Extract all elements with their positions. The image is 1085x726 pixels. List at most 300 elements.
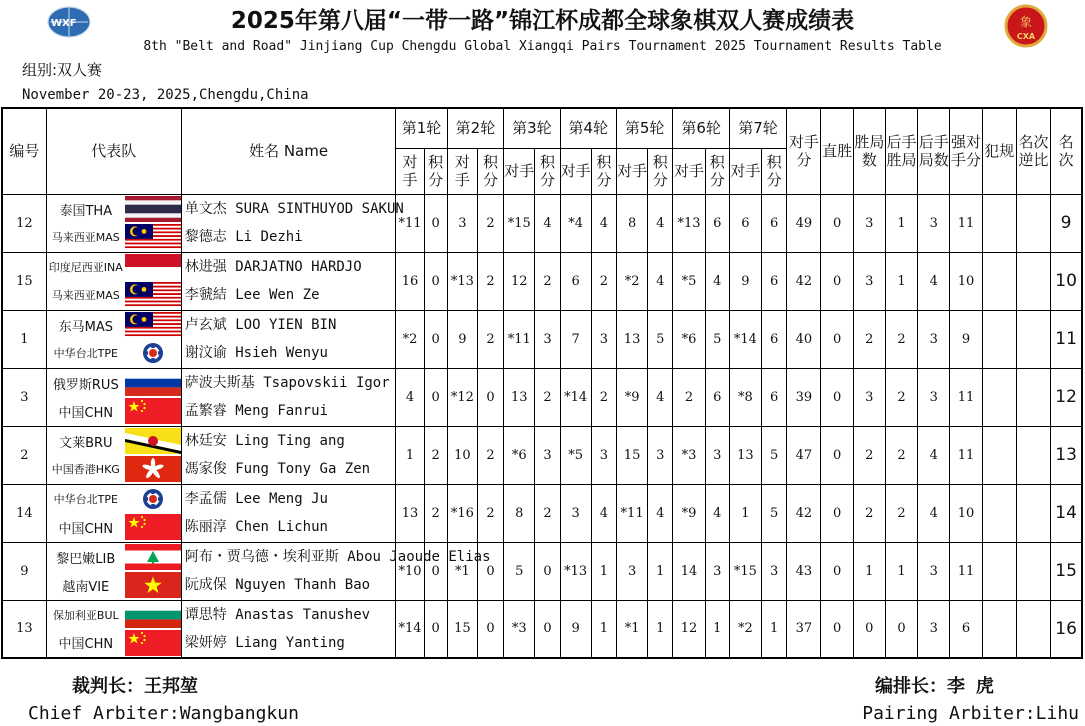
- row-id: 1: [2, 310, 46, 368]
- pairing-arbiter-cn: 编排长：李 虎: [875, 676, 994, 697]
- round-points: 2: [591, 368, 616, 426]
- round-points: 3: [591, 310, 616, 368]
- col-black-wins: 后手胜局: [885, 108, 917, 194]
- round-points: 2: [535, 252, 560, 310]
- round-opponent: *12: [447, 368, 477, 426]
- group-label: 组别:双人赛: [22, 61, 103, 79]
- black-games-value: 3: [918, 310, 950, 368]
- col-round-1-pts: 积分: [424, 148, 447, 194]
- col-round-3-pts: 积分: [535, 148, 560, 194]
- round-opponent: *2: [729, 600, 761, 658]
- direct-value: 0: [821, 368, 853, 426]
- round-opponent: *6: [673, 310, 705, 368]
- fouls-value: [982, 310, 1016, 368]
- round-opponent: *13: [447, 252, 477, 310]
- round-points: 4: [648, 368, 673, 426]
- table-row: [2, 484, 1082, 542]
- team-name: 保加利亚BUL: [52, 608, 119, 622]
- reverse-value: [1016, 194, 1050, 252]
- results-table: [1, 107, 1083, 659]
- flag-chn-icon: [125, 630, 181, 656]
- opp-score-value: 39: [787, 368, 821, 426]
- round-points: 3: [535, 310, 560, 368]
- round-opponent: 8: [616, 194, 647, 252]
- round-opponent: 13: [616, 310, 647, 368]
- round-points: 1: [591, 600, 616, 658]
- wins-value: 3: [853, 194, 885, 252]
- player-name: 萨波夫斯基 Tsapovskii Igor: [184, 375, 390, 391]
- round-points: 0: [477, 368, 503, 426]
- team-cell: [46, 368, 181, 426]
- table-row: [2, 600, 1082, 658]
- black-wins-value: 2: [885, 484, 917, 542]
- opp-score-value: 37: [787, 600, 821, 658]
- round-points: 6: [705, 194, 729, 252]
- player-cell: [181, 600, 396, 658]
- team-name: 俄罗斯RUS: [52, 377, 119, 393]
- round-points: 2: [477, 194, 503, 252]
- round-points: 3: [762, 542, 787, 600]
- team-name: 东马MAS: [58, 319, 113, 335]
- direct-value: 0: [821, 484, 853, 542]
- wins-value: 2: [853, 310, 885, 368]
- round-opponent: 3: [447, 194, 477, 252]
- round-opponent: *11: [616, 484, 647, 542]
- flag-mas-icon: [125, 312, 181, 338]
- round-opponent: *14: [560, 368, 591, 426]
- round-points: 2: [591, 252, 616, 310]
- direct-value: 0: [821, 542, 853, 600]
- round-points: 2: [424, 426, 447, 484]
- round-points: 3: [591, 426, 616, 484]
- black-games-value: 3: [918, 368, 950, 426]
- team-cell: [46, 542, 181, 600]
- col-round-2: 第2轮: [447, 108, 503, 148]
- col-rank: 名次: [1051, 108, 1082, 194]
- black-wins-value: 2: [885, 426, 917, 484]
- row-id: 12: [2, 194, 46, 252]
- col-round-6: 第6轮: [673, 108, 729, 148]
- round-points: 3: [535, 426, 560, 484]
- strong-opp-value: 10: [950, 484, 982, 542]
- team-name: 中国CHN: [58, 637, 114, 653]
- flag-tpe-icon: [125, 486, 181, 512]
- round-points: 0: [424, 600, 447, 658]
- round-points: 3: [705, 426, 729, 484]
- wins-value: 3: [853, 368, 885, 426]
- team-name: 文莱BRU: [59, 435, 113, 451]
- team-name: 中华台北TPE: [53, 493, 118, 506]
- round-opponent: *3: [504, 600, 535, 658]
- round-opponent: 9: [447, 310, 477, 368]
- round-opponent: *1: [447, 542, 477, 600]
- flag-mas-icon: [125, 282, 181, 308]
- strong-opp-value: 10: [950, 252, 982, 310]
- round-opponent: 3: [560, 484, 591, 542]
- strong-opp-value: 11: [950, 368, 982, 426]
- round-points: 5: [648, 310, 673, 368]
- round-opponent: 13: [729, 426, 761, 484]
- player-cell: [181, 310, 396, 368]
- round-points: 6: [762, 252, 787, 310]
- team-cell: [46, 600, 181, 658]
- round-opponent: 5: [504, 542, 535, 600]
- col-direct: 直胜: [821, 108, 853, 194]
- round-opponent: 14: [673, 542, 705, 600]
- round-points: 6: [762, 310, 787, 368]
- direct-value: 0: [821, 600, 853, 658]
- flag-lib-icon: [125, 544, 181, 570]
- col-round-2-opp: 对手: [447, 148, 477, 194]
- flag-tpe-icon: [125, 340, 181, 366]
- row-id: 15: [2, 252, 46, 310]
- round-opponent: *2: [616, 252, 647, 310]
- round-points: 4: [591, 484, 616, 542]
- team-name: 马来西亚MAS: [51, 231, 120, 244]
- player-name: 谢汶谕 Hsieh Wenyu: [184, 345, 328, 361]
- round-opponent: *2: [396, 310, 424, 368]
- player-name: 梁妍婷 Liang Yanting: [184, 634, 345, 651]
- table-row: [2, 426, 1082, 484]
- direct-value: 0: [821, 194, 853, 252]
- round-points: 6: [762, 194, 787, 252]
- col-round-4: 第4轮: [560, 108, 616, 148]
- round-opponent: 4: [396, 368, 424, 426]
- col-fouls: 犯规: [982, 108, 1016, 194]
- team-cell: [46, 252, 181, 310]
- col-round-2-pts: 积分: [477, 148, 503, 194]
- player-cell: [181, 368, 396, 426]
- team-name: 黎巴嫩LIB: [56, 551, 116, 567]
- cxa-logo-icon: [1002, 4, 1050, 48]
- round-opponent: *4: [560, 194, 591, 252]
- player-name: 阮成保 Nguyen Thanh Bao: [184, 577, 371, 593]
- rank-value: 10: [1051, 252, 1082, 310]
- col-round-3: 第3轮: [504, 108, 560, 148]
- wins-value: 2: [853, 426, 885, 484]
- round-opponent: *14: [729, 310, 761, 368]
- player-cell: [181, 484, 396, 542]
- round-points: 0: [424, 542, 447, 600]
- player-name: 李虢結 Lee Wen Ze: [184, 287, 320, 303]
- direct-value: 0: [821, 252, 853, 310]
- round-points: 4: [648, 194, 673, 252]
- reverse-value: [1016, 310, 1050, 368]
- round-points: 0: [424, 252, 447, 310]
- col-team: 代表队: [46, 108, 181, 194]
- round-opponent: 12: [504, 252, 535, 310]
- col-round-5-opp: 对手: [616, 148, 647, 194]
- black-games-value: 3: [918, 600, 950, 658]
- opp-score-value: 42: [787, 252, 821, 310]
- round-points: 2: [477, 426, 503, 484]
- round-points: 0: [477, 542, 503, 600]
- round-opponent: 15: [616, 426, 647, 484]
- round-points: 4: [535, 194, 560, 252]
- black-wins-value: 0: [885, 600, 917, 658]
- round-opponent: *16: [447, 484, 477, 542]
- round-points: 0: [535, 542, 560, 600]
- round-opponent: *5: [560, 426, 591, 484]
- row-id: 9: [2, 542, 46, 600]
- black-games-value: 4: [918, 426, 950, 484]
- reverse-value: [1016, 542, 1050, 600]
- direct-value: 0: [821, 426, 853, 484]
- round-points: 0: [535, 600, 560, 658]
- wxf-logo-icon: [46, 6, 92, 38]
- black-wins-value: 2: [885, 368, 917, 426]
- round-opponent: *15: [729, 542, 761, 600]
- reverse-value: [1016, 484, 1050, 542]
- player-name: 馮家俊 Fung Tony Ga Zen: [184, 461, 371, 477]
- round-points: 5: [705, 310, 729, 368]
- wins-value: 2: [853, 484, 885, 542]
- col-id: 编号: [2, 108, 46, 194]
- black-wins-value: 1: [885, 194, 917, 252]
- round-opponent: 9: [560, 600, 591, 658]
- col-round-4-pts: 积分: [591, 148, 616, 194]
- page-title: 2025年第八届“一带一路”锦江杯成都全球象棋双人赛成绩表: [230, 8, 855, 34]
- round-points: 0: [477, 600, 503, 658]
- round-points: 1: [705, 600, 729, 658]
- strong-opp-value: 6: [950, 600, 982, 658]
- flag-chn-icon: [125, 514, 181, 540]
- round-opponent: *13: [560, 542, 591, 600]
- player-name: 单文杰 SURA SINTHUYOD SAKUN: [184, 201, 404, 217]
- team-cell: [46, 426, 181, 484]
- round-opponent: 13: [504, 368, 535, 426]
- rank-value: 12: [1051, 368, 1082, 426]
- row-id: 14: [2, 484, 46, 542]
- fouls-value: [982, 252, 1016, 310]
- round-opponent: *13: [673, 194, 705, 252]
- player-name: 林进强 DARJATNO HARDJO: [184, 259, 362, 275]
- flag-bul-icon: [125, 602, 181, 628]
- col-round-7-pts: 积分: [762, 148, 787, 194]
- black-wins-value: 2: [885, 310, 917, 368]
- round-opponent: *14: [396, 600, 424, 658]
- table-row: [2, 542, 1082, 600]
- col-name: 姓名 Name: [181, 108, 396, 194]
- player-cell: [181, 426, 396, 484]
- flag-chn-icon: [125, 398, 181, 424]
- table-row: [2, 252, 1082, 310]
- round-points: 0: [424, 310, 447, 368]
- round-points: 1: [648, 600, 673, 658]
- strong-opp-value: 11: [950, 542, 982, 600]
- col-round-5-pts: 积分: [648, 148, 673, 194]
- round-points: 2: [477, 252, 503, 310]
- page-subtitle: 8th "Belt and Road" Jinjiang Cup Chengdu Global Xiangqi Pairs Tournament 2025 Tournament Results Table: [143, 39, 942, 54]
- col-wins: 胜局数: [853, 108, 885, 194]
- round-points: 6: [705, 368, 729, 426]
- wins-value: 1: [853, 542, 885, 600]
- round-points: 1: [591, 542, 616, 600]
- player-name: 谭思特 Anastas Tanushev: [184, 606, 371, 623]
- round-opponent: 7: [560, 310, 591, 368]
- round-opponent: *3: [673, 426, 705, 484]
- table-row: [2, 368, 1082, 426]
- round-points: 4: [591, 194, 616, 252]
- svg-text:CXA: CXA: [1016, 32, 1036, 41]
- col-round-6-opp: 对手: [673, 148, 705, 194]
- player-name: 黎德志 Li Dezhi: [184, 229, 303, 245]
- opp-score-value: 49: [787, 194, 821, 252]
- rank-value: 14: [1051, 484, 1082, 542]
- direct-value: 0: [821, 310, 853, 368]
- col-round-6-pts: 积分: [705, 148, 729, 194]
- reverse-value: [1016, 426, 1050, 484]
- player-name: 孟繁睿 Meng Fanrui: [184, 403, 328, 419]
- flag-rus-icon: [125, 370, 181, 396]
- flag-hkg-icon: [125, 456, 181, 482]
- flag-mas-icon: [125, 224, 181, 250]
- col-opp-score: 对手分: [787, 108, 821, 194]
- round-points: 5: [762, 426, 787, 484]
- player-name: 李孟儒 Lee Meng Ju: [184, 491, 328, 507]
- round-opponent: *10: [396, 542, 424, 600]
- strong-opp-value: 11: [950, 426, 982, 484]
- round-opponent: 12: [673, 600, 705, 658]
- black-wins-value: 1: [885, 542, 917, 600]
- round-opponent: *9: [616, 368, 647, 426]
- fouls-value: [982, 600, 1016, 658]
- fouls-value: [982, 426, 1016, 484]
- round-opponent: 10: [447, 426, 477, 484]
- black-games-value: 3: [918, 542, 950, 600]
- player-name: 阿布・贾乌德・埃利亚斯 Abou Jaoude Elias: [184, 549, 491, 565]
- round-opponent: *9: [673, 484, 705, 542]
- round-points: 6: [762, 368, 787, 426]
- round-opponent: 6: [560, 252, 591, 310]
- rank-value: 13: [1051, 426, 1082, 484]
- col-round-1-opp: 对手: [396, 148, 424, 194]
- team-name: 中华台北TPE: [53, 347, 118, 360]
- col-round-3-opp: 对手: [504, 148, 535, 194]
- player-name: 林廷安 Ling Ting ang: [184, 433, 345, 449]
- col-round-1: 第1轮: [396, 108, 447, 148]
- round-opponent: 16: [396, 252, 424, 310]
- round-opponent: *11: [396, 194, 424, 252]
- col-round-5: 第5轮: [616, 108, 672, 148]
- col-round-7-opp: 对手: [729, 148, 761, 194]
- flag-vie-icon: [125, 572, 181, 598]
- round-points: 4: [648, 484, 673, 542]
- round-points: 2: [477, 310, 503, 368]
- round-opponent: *5: [673, 252, 705, 310]
- round-opponent: 6: [729, 194, 761, 252]
- row-id: 2: [2, 426, 46, 484]
- col-round-4-opp: 对手: [560, 148, 591, 194]
- fouls-value: [982, 484, 1016, 542]
- player-name: 卢玄斌 LOO YIEN BIN: [184, 317, 337, 333]
- round-opponent: 1: [729, 484, 761, 542]
- opp-score-value: 42: [787, 484, 821, 542]
- fouls-value: [982, 194, 1016, 252]
- team-cell: [46, 484, 181, 542]
- player-cell: [181, 252, 396, 310]
- round-opponent: 3: [616, 542, 647, 600]
- col-black-games: 后手局数: [918, 108, 950, 194]
- flag-bru-icon: [125, 428, 181, 454]
- round-opponent: *6: [504, 426, 535, 484]
- round-opponent: 13: [396, 484, 424, 542]
- event-date: November 20-23, 2025,Chengdu,China: [22, 87, 309, 103]
- col-reverse: 名次逆比: [1016, 108, 1050, 194]
- rank-value: 16: [1051, 600, 1082, 658]
- round-points: 0: [424, 194, 447, 252]
- black-games-value: 4: [918, 484, 950, 542]
- round-points: 1: [762, 600, 787, 658]
- round-opponent: 8: [504, 484, 535, 542]
- round-opponent: 1: [396, 426, 424, 484]
- flag-ina-icon: [125, 254, 181, 280]
- strong-opp-value: 9: [950, 310, 982, 368]
- rank-value: 11: [1051, 310, 1082, 368]
- black-games-value: 4: [918, 252, 950, 310]
- round-points: 2: [424, 484, 447, 542]
- wins-value: 3: [853, 252, 885, 310]
- pairing-arbiter-en: Pairing Arbiter:Lihu: [862, 703, 1079, 724]
- col-strong-opp: 强对手分: [950, 108, 982, 194]
- row-id: 3: [2, 368, 46, 426]
- opp-score-value: 47: [787, 426, 821, 484]
- player-cell: [181, 194, 404, 252]
- flag-tha-icon: [125, 196, 181, 222]
- reverse-value: [1016, 600, 1050, 658]
- black-games-value: 3: [918, 194, 950, 252]
- round-opponent: 2: [673, 368, 705, 426]
- col-round-7: 第7轮: [729, 108, 786, 148]
- table-row: [2, 310, 1082, 368]
- round-opponent: *1: [616, 600, 647, 658]
- opp-score-value: 40: [787, 310, 821, 368]
- rank-value: 9: [1051, 194, 1082, 252]
- team-name: 中国CHN: [58, 521, 114, 537]
- round-opponent: 15: [447, 600, 477, 658]
- team-name: 马来西亚MAS: [51, 289, 120, 302]
- chief-arbiter-en: Chief Arbiter:Wangbangkun: [28, 703, 299, 724]
- svg-text:WXF: WXF: [51, 18, 77, 29]
- wins-value: 0: [853, 600, 885, 658]
- round-opponent: *11: [504, 310, 535, 368]
- round-points: 4: [705, 484, 729, 542]
- round-points: 0: [424, 368, 447, 426]
- player-name: 陈丽淳 Chen Lichun: [184, 519, 328, 535]
- team-name: 中国香港HKG: [51, 463, 120, 476]
- round-points: 2: [535, 368, 560, 426]
- row-id: 13: [2, 600, 46, 658]
- round-points: 4: [648, 252, 673, 310]
- round-points: 5: [762, 484, 787, 542]
- team-name: 印度尼西亚INA: [48, 261, 123, 274]
- round-points: 3: [705, 542, 729, 600]
- round-points: 1: [648, 542, 673, 600]
- round-opponent: 9: [729, 252, 761, 310]
- fouls-value: [982, 368, 1016, 426]
- round-points: 2: [535, 484, 560, 542]
- team-cell: [46, 310, 181, 368]
- strong-opp-value: 11: [950, 194, 982, 252]
- black-wins-value: 1: [885, 252, 917, 310]
- round-opponent: *8: [729, 368, 761, 426]
- table-row: [2, 194, 1082, 252]
- chief-arbiter-cn: 裁判长：王邦堃: [72, 676, 198, 697]
- reverse-value: [1016, 252, 1050, 310]
- rank-value: 15: [1051, 542, 1082, 600]
- fouls-value: [982, 542, 1016, 600]
- round-opponent: *15: [504, 194, 535, 252]
